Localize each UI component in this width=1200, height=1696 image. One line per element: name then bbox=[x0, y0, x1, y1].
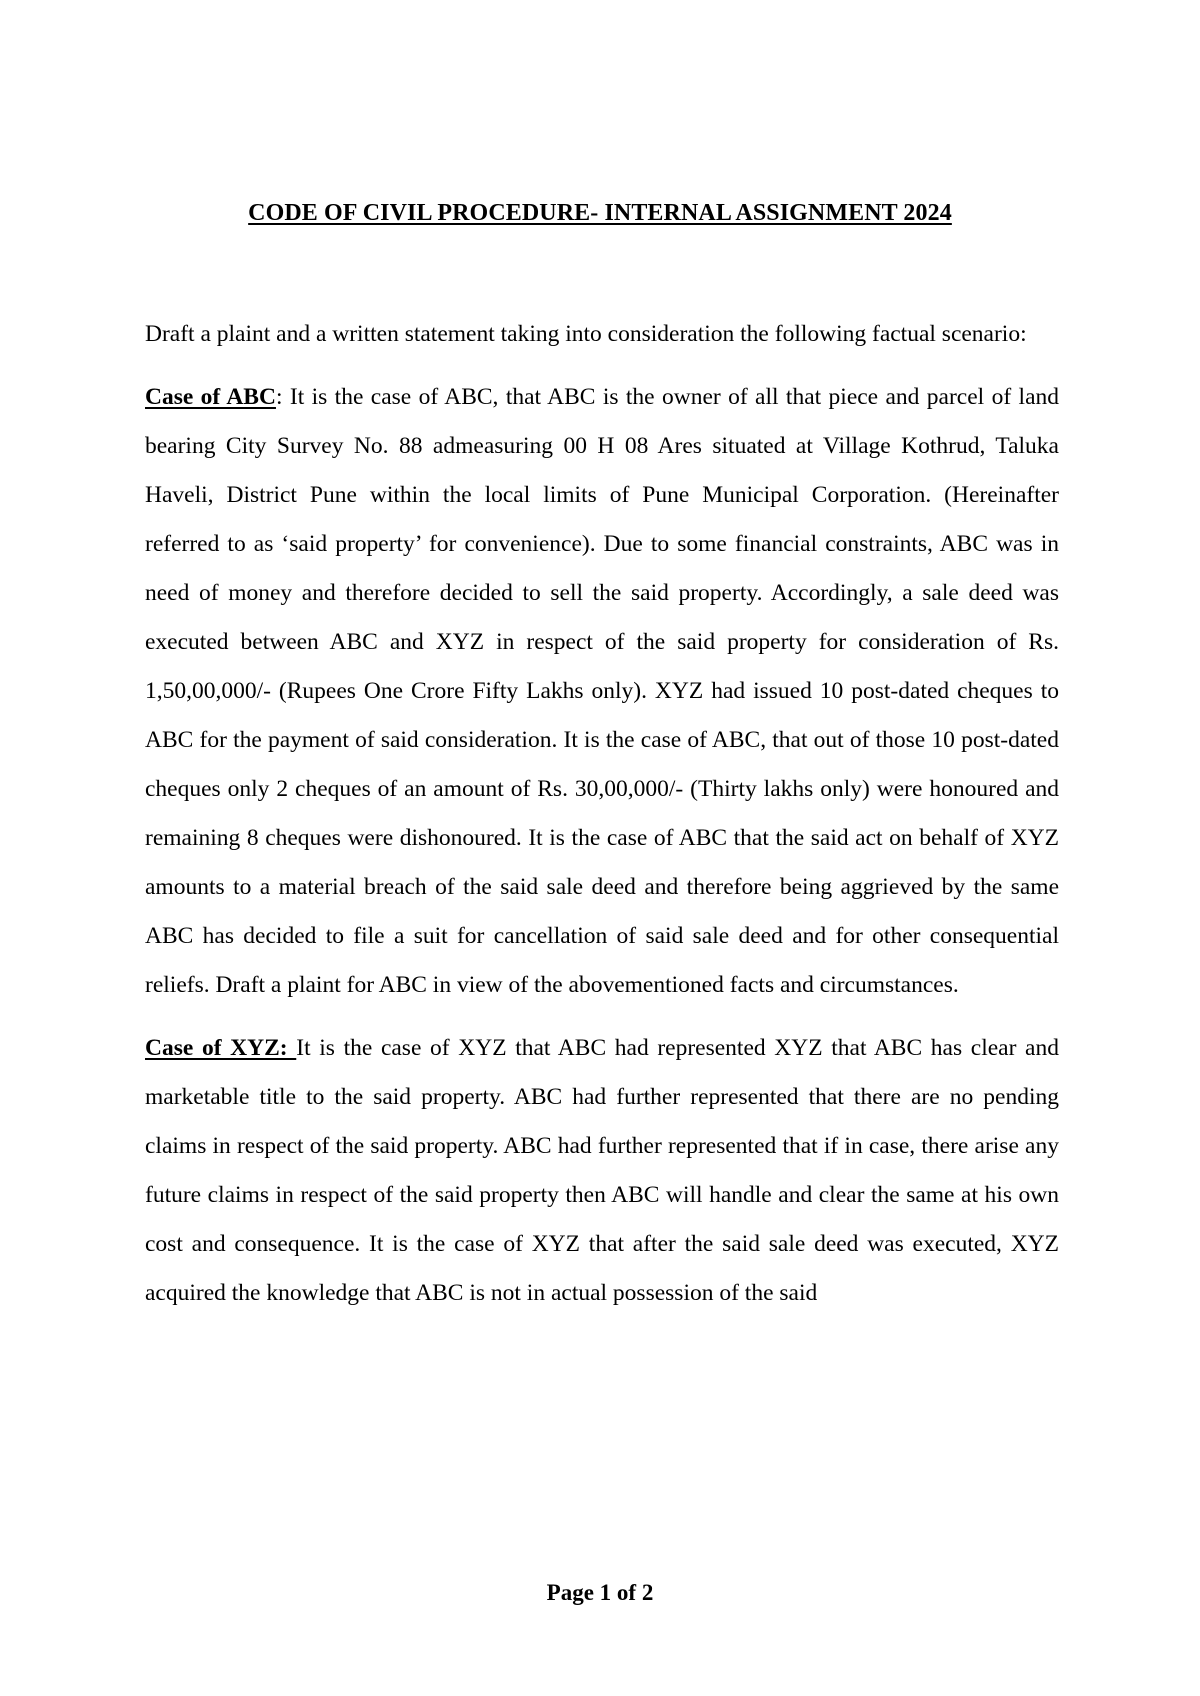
case-abc-separator: : bbox=[275, 384, 283, 410]
page-number-footer bbox=[0, 1580, 1200, 1606]
document-title: CODE OF CIVIL PROCEDURE- INTERNAL ASSIGNMENT 2024 bbox=[248, 200, 952, 226]
case-xyz-text: It is the case of XYZ that ABC had represented XYZ that ABC has clear and marketable title to the said property. ABC had further represented that there are no pending claims in respect of the said property. ABC had further represented that if in case, there arise any future claims in respect of the said property then ABC will handle and clear the same at his own cost and consequence. It is the case of XYZ that after the said sale deed was executed, XYZ acquired the knowledge that ABC is not in actual possession of the said bbox=[145, 1035, 1059, 1306]
document-body bbox=[145, 310, 1059, 1332]
of-word: of bbox=[611, 1580, 642, 1605]
case-abc-label: Case of ABC bbox=[145, 384, 276, 410]
total-page-number: 2 bbox=[641, 1580, 654, 1605]
case-xyz-paragraph bbox=[145, 1024, 1059, 1318]
page-word: Page bbox=[546, 1580, 600, 1605]
intro-paragraph: Draft a plaint and a written statement taking into consideration the following factual scenario: bbox=[145, 321, 1027, 347]
case-abc-paragraph bbox=[145, 373, 1059, 1010]
current-page-number: 1 bbox=[599, 1580, 612, 1605]
case-xyz-label: Case of XYZ: bbox=[145, 1035, 297, 1061]
case-abc-text: It is the case of ABC, that ABC is the owner of all that piece and parcel of land bearing City Survey No. 88 admeasuring 00 H 08 Ares situated at Village Kothrud, Taluka Haveli, District Pune within the local limits of Pune Municipal Corporation. (Hereinafter referred to as ‘said property’ for convenience). Due to some financial constraints, ABC was in need of money and therefore decided to sell the said property. Accordingly, a sale deed was executed between ABC and XYZ in respect of the said property for consideration of Rs. 1,50,00,000/- (Rupees One Crore Fifty Lakhs only). XYZ had issued 10 post-dated cheques to ABC for the payment of said consideration. It is the case of ABC, that out of those 10 post-dated cheques only 2 cheques of an amount of Rs. 30,00,000/- (Thirty lakhs only) were honoured and remaining 8 cheques were dishonoured. It is the case of ABC that the said act on behalf of XYZ amounts to a material breach of the said sale deed and therefore being aggrieved by the same ABC has decided to file a suit for cancellation of said sale deed and for other consequential reliefs. Draft a plaint for ABC in view of the abovementioned facts and circumstances. bbox=[145, 384, 1059, 998]
